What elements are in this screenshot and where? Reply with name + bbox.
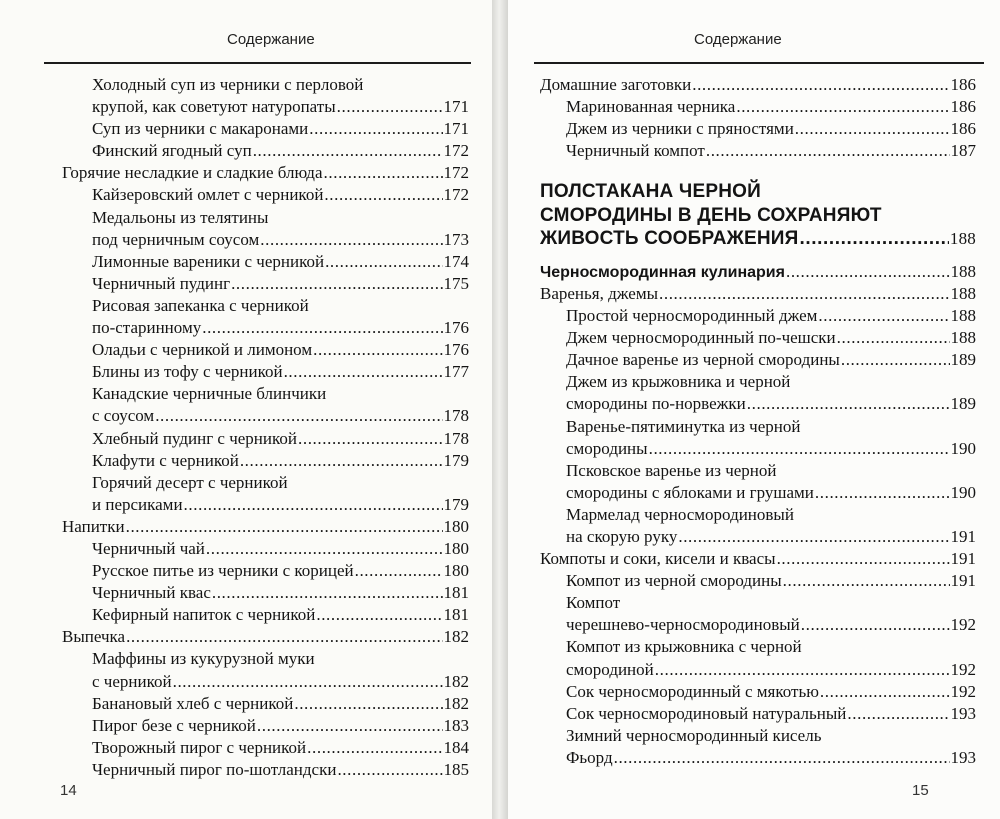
toc-entry-line: Холодный суп из черники с перловой: [92, 75, 364, 94]
dot-leader: [126, 516, 443, 538]
toc-entry-line: Рисовая запеканка с черникой: [92, 295, 309, 315]
toc-entry: [540, 614, 976, 636]
entry-page-number: 179: [443, 494, 469, 514]
running-header: Содержание: [227, 31, 315, 48]
running-header: Содержание: [694, 31, 782, 48]
entry-title: Кайзеровский омлет с черникой: [92, 185, 324, 205]
entry-page-number: 173: [443, 229, 469, 249]
entry-page-number: 179: [443, 450, 469, 470]
dot-leader: [173, 671, 443, 693]
entry-title: под черничным соусом: [92, 229, 260, 249]
entry-page-number: 191: [950, 527, 976, 546]
entry-page-number: 186: [950, 75, 976, 94]
entry-page-number: 181: [443, 605, 469, 625]
right-page: [508, 0, 1000, 819]
category-entry: [62, 516, 469, 538]
toc-entry: [62, 494, 469, 516]
left-page: [0, 0, 492, 819]
dot-leader: [212, 582, 443, 604]
toc-entry: [62, 538, 469, 560]
entry-title: ЖИВОСТЬ СООБРАЖЕНИЯ: [540, 228, 799, 250]
table-of-contents: [540, 74, 976, 769]
entry-title: Пирог безе с черникой: [92, 715, 256, 735]
entry-page-number: 176: [443, 318, 469, 338]
toc-entry-line: Псковское варенье из черной: [566, 460, 777, 480]
dot-leader: [257, 715, 443, 737]
entry-page-number: 175: [443, 273, 469, 293]
entry-title: Банановый хлеб с черникой: [92, 693, 294, 713]
entry-title: Лимонные вареники с черникой: [92, 251, 325, 271]
entry-title: Черносмородинная кулинария: [540, 263, 785, 281]
dot-leader: [337, 759, 442, 781]
entry-title: Выпечка: [62, 627, 126, 647]
toc-entry: [540, 681, 976, 703]
entry-title: Сок черносмородиновый натуральный: [566, 703, 847, 723]
toc-entry-line: Маффины из кукурузной муки: [92, 649, 315, 669]
toc-entry: [62, 428, 469, 450]
dot-leader: [316, 604, 442, 626]
entry-title: Хлебный пудинг с черникой: [92, 428, 297, 448]
entry-title: Варенья, джемы: [540, 283, 658, 303]
dot-leader: [678, 526, 949, 548]
entry-title: Домашние заготовки: [540, 75, 692, 94]
entry-title: Суп из черники с макаронами: [92, 119, 309, 139]
entry-title: Черничный чай: [92, 538, 205, 558]
toc-entry: [62, 339, 469, 361]
entry-title: Черничный компот: [566, 141, 705, 161]
entry-title: с соусом: [92, 406, 155, 426]
dot-leader: [355, 560, 443, 582]
dot-leader: [309, 118, 442, 140]
toc-entry: [62, 671, 469, 693]
toc-entry: [62, 184, 469, 206]
dot-leader: [736, 96, 949, 118]
entry-page-number: 171: [443, 119, 469, 139]
entry-page-number: 188: [950, 261, 976, 281]
toc-entry: [62, 759, 469, 781]
category-entry: [62, 162, 469, 184]
dot-leader: [800, 227, 949, 251]
toc-entry: [540, 96, 976, 118]
entry-title: Сок черносмородинный с мякотью: [566, 681, 819, 701]
entry-title: Черничный пудинг: [92, 273, 231, 293]
toc-entry-line: Джем из крыжовника и черной: [566, 372, 791, 392]
entry-page-number: 186: [950, 119, 976, 139]
entry-title: смородиной: [566, 659, 654, 679]
entry-page-number: 192: [950, 615, 976, 635]
entry-page-number: 184: [443, 737, 469, 757]
entry-title: Черничный пирог по-шотландски: [92, 759, 337, 779]
table-of-contents: [62, 74, 469, 781]
entry-page-number: 192: [950, 681, 976, 701]
dot-leader: [847, 703, 949, 725]
entry-page-number: 185: [443, 759, 469, 779]
dot-leader: [253, 140, 443, 162]
toc-entry: [540, 327, 976, 349]
toc-entry-line: Медальоны из телятины: [92, 207, 269, 227]
entry-title: Горячие несладкие и сладкие блюда: [62, 163, 323, 183]
dot-leader: [202, 317, 442, 339]
dot-leader: [313, 339, 442, 361]
toc-entry: [540, 349, 976, 371]
dot-leader: [126, 626, 442, 648]
toc-entry: [540, 393, 976, 415]
entry-title: Финский ягодный суп: [92, 141, 252, 161]
entry-title: Кефирный напиток с черникой: [92, 605, 316, 625]
dot-leader: [325, 251, 442, 273]
toc-entry-line: Канадские черничные блинчики: [92, 384, 327, 404]
dot-leader: [801, 614, 950, 636]
entry-page-number: 180: [443, 561, 469, 581]
entry-title: Блины из тофу с черникой: [92, 362, 283, 382]
chapter-entry: [540, 227, 976, 251]
dot-leader: [706, 140, 950, 162]
toc-entry: [62, 582, 469, 604]
entry-title: по-старинному: [92, 318, 202, 338]
toc-entry: [62, 361, 469, 383]
dot-leader: [184, 494, 443, 516]
dot-leader: [815, 482, 950, 504]
dot-leader: [659, 283, 950, 305]
dot-leader: [284, 361, 443, 383]
toc-entry-line: Горячий десерт с черникой: [92, 472, 288, 492]
entry-page-number: 182: [443, 671, 469, 691]
dot-leader: [298, 428, 443, 450]
dot-leader: [820, 681, 950, 703]
toc-entry: [62, 693, 469, 715]
toc-entry: [540, 305, 976, 327]
toc-entry-line: Варенье-пятиминутка из черной: [566, 416, 801, 436]
dot-leader: [841, 349, 950, 371]
dot-leader: [206, 538, 443, 560]
toc-entry: [540, 570, 976, 592]
toc-entry: [62, 118, 469, 140]
toc-entry: [62, 604, 469, 626]
dot-leader: [795, 118, 950, 140]
toc-entry: [540, 703, 976, 725]
toc-entry: [62, 273, 469, 295]
entry-title: смородины по-норвежки: [566, 394, 746, 414]
dot-leader: [747, 393, 950, 415]
entry-page-number: 191: [950, 549, 976, 569]
dot-leader: [240, 450, 443, 472]
entry-page-number: 171: [443, 97, 469, 117]
toc-entry: [540, 140, 976, 162]
entry-page-number: 181: [443, 583, 469, 603]
toc-entry: [540, 747, 976, 769]
dot-leader: [786, 261, 950, 283]
dot-leader: [777, 548, 950, 570]
entry-page-number: 178: [443, 428, 469, 448]
page-number: 14: [60, 782, 77, 799]
entry-page-number: 174: [443, 251, 469, 271]
toc-entry: [62, 450, 469, 472]
dot-leader: [649, 438, 950, 460]
toc-entry: [62, 229, 469, 251]
entry-page-number: 191: [950, 571, 976, 591]
entry-page-number: 176: [443, 340, 469, 360]
entry-page-number: 183: [443, 715, 469, 735]
entry-page-number: 182: [443, 627, 469, 647]
entry-page-number: 190: [950, 438, 976, 458]
toc-entry: [62, 405, 469, 427]
entry-title: Русское питье из черники с корицей: [92, 561, 354, 581]
toc-entry: [62, 715, 469, 737]
dot-leader: [324, 162, 443, 184]
toc-entry: [540, 659, 976, 681]
toc-entry: [540, 438, 976, 460]
entry-page-number: 182: [443, 693, 469, 713]
entry-page-number: 187: [950, 141, 976, 161]
toc-entry: [540, 526, 976, 548]
entry-page-number: 189: [950, 350, 976, 370]
header-rule: [534, 62, 984, 64]
entry-page-number: 180: [443, 538, 469, 558]
dot-leader: [294, 693, 442, 715]
toc-entry: [62, 560, 469, 582]
toc-entry: [540, 118, 976, 140]
entry-title: Простой черносмородинный джем: [566, 306, 818, 326]
dot-leader: [155, 405, 442, 427]
entry-page-number: 193: [950, 747, 976, 767]
entry-page-number: 172: [443, 163, 469, 183]
entry-page-number: 188: [950, 306, 976, 326]
entry-title: смородины: [566, 438, 648, 458]
category-entry: [540, 74, 976, 96]
section-entry: [540, 261, 976, 283]
spacer: [540, 251, 976, 261]
toc-entry-line: Зимний черносмородинный кисель: [566, 725, 822, 745]
dot-leader: [692, 74, 949, 96]
entry-title: Компот из черной смородины: [566, 571, 782, 591]
toc-entry-line: Мармелад черносмородиновый: [566, 504, 794, 524]
entry-title: Клафути с черникой: [92, 450, 239, 470]
entry-title: и персиками: [92, 494, 183, 514]
entry-page-number: 188: [950, 283, 976, 303]
entry-title: крупой, как советуют натуропаты: [92, 97, 336, 117]
dot-leader: [260, 229, 442, 251]
entry-title: Джем черносмородинный по-чешски: [566, 328, 836, 348]
chapter-title-line: ПОЛСТАКАНА ЧЕРНОЙ: [540, 181, 761, 203]
toc-entry: [62, 251, 469, 273]
header-rule: [44, 62, 471, 64]
toc-entry: [62, 737, 469, 759]
entry-title: Черничный квас: [92, 583, 211, 603]
page-number: 15: [912, 782, 929, 799]
dot-leader: [614, 747, 950, 769]
category-entry: [540, 283, 976, 305]
entry-page-number: 178: [443, 406, 469, 426]
entry-title: Фьорд: [566, 747, 613, 767]
dot-leader: [307, 737, 442, 759]
dot-leader: [231, 273, 442, 295]
toc-entry: [62, 317, 469, 339]
toc-entry: [62, 96, 469, 118]
entry-page-number: 188: [950, 328, 976, 348]
entry-title: Джем из черники с пряностями: [566, 119, 794, 139]
entry-page-number: 180: [443, 516, 469, 536]
toc-entry: [62, 140, 469, 162]
entry-title: Дачное варенье из черной смородины: [566, 350, 840, 370]
entry-page-number: 192: [950, 659, 976, 679]
book-gutter: [492, 0, 508, 819]
dot-leader: [324, 184, 442, 206]
entry-page-number: 190: [950, 482, 976, 502]
entry-page-number: 186: [950, 97, 976, 117]
entry-page-number: 189: [950, 394, 976, 414]
spacer: [540, 162, 976, 180]
dot-leader: [818, 305, 949, 327]
entry-page-number: 172: [443, 185, 469, 205]
dot-leader: [337, 96, 443, 118]
category-entry: [540, 548, 976, 570]
entry-title: с черникой: [92, 671, 172, 691]
toc-entry-line: Компот: [566, 593, 621, 613]
entry-title: смородины с яблоками и грушами: [566, 482, 814, 502]
dot-leader: [837, 327, 950, 349]
entry-title: Маринованная черника: [566, 97, 736, 117]
entry-page-number: 188: [949, 229, 976, 249]
toc-entry: [540, 482, 976, 504]
toc-entry-line: Компот из крыжовника с черной: [566, 637, 802, 657]
dot-leader: [655, 659, 950, 681]
dot-leader: [783, 570, 950, 592]
entry-title: Оладьи с черникой и лимоном: [92, 340, 313, 360]
entry-page-number: 172: [443, 141, 469, 161]
entry-title: черешнево-черносмородиновый: [566, 615, 800, 635]
entry-page-number: 193: [950, 703, 976, 723]
chapter-title-line: СМОРОДИНЫ В ДЕНЬ СОХРАНЯЮТ: [540, 204, 882, 226]
entry-title: Компоты и соки, кисели и квасы: [540, 549, 776, 569]
entry-page-number: 177: [443, 362, 469, 382]
category-entry: [62, 626, 469, 648]
entry-title: Творожный пирог с черникой: [92, 737, 307, 757]
entry-title: Напитки: [62, 516, 125, 536]
entry-title: на скорую руку: [566, 527, 678, 546]
